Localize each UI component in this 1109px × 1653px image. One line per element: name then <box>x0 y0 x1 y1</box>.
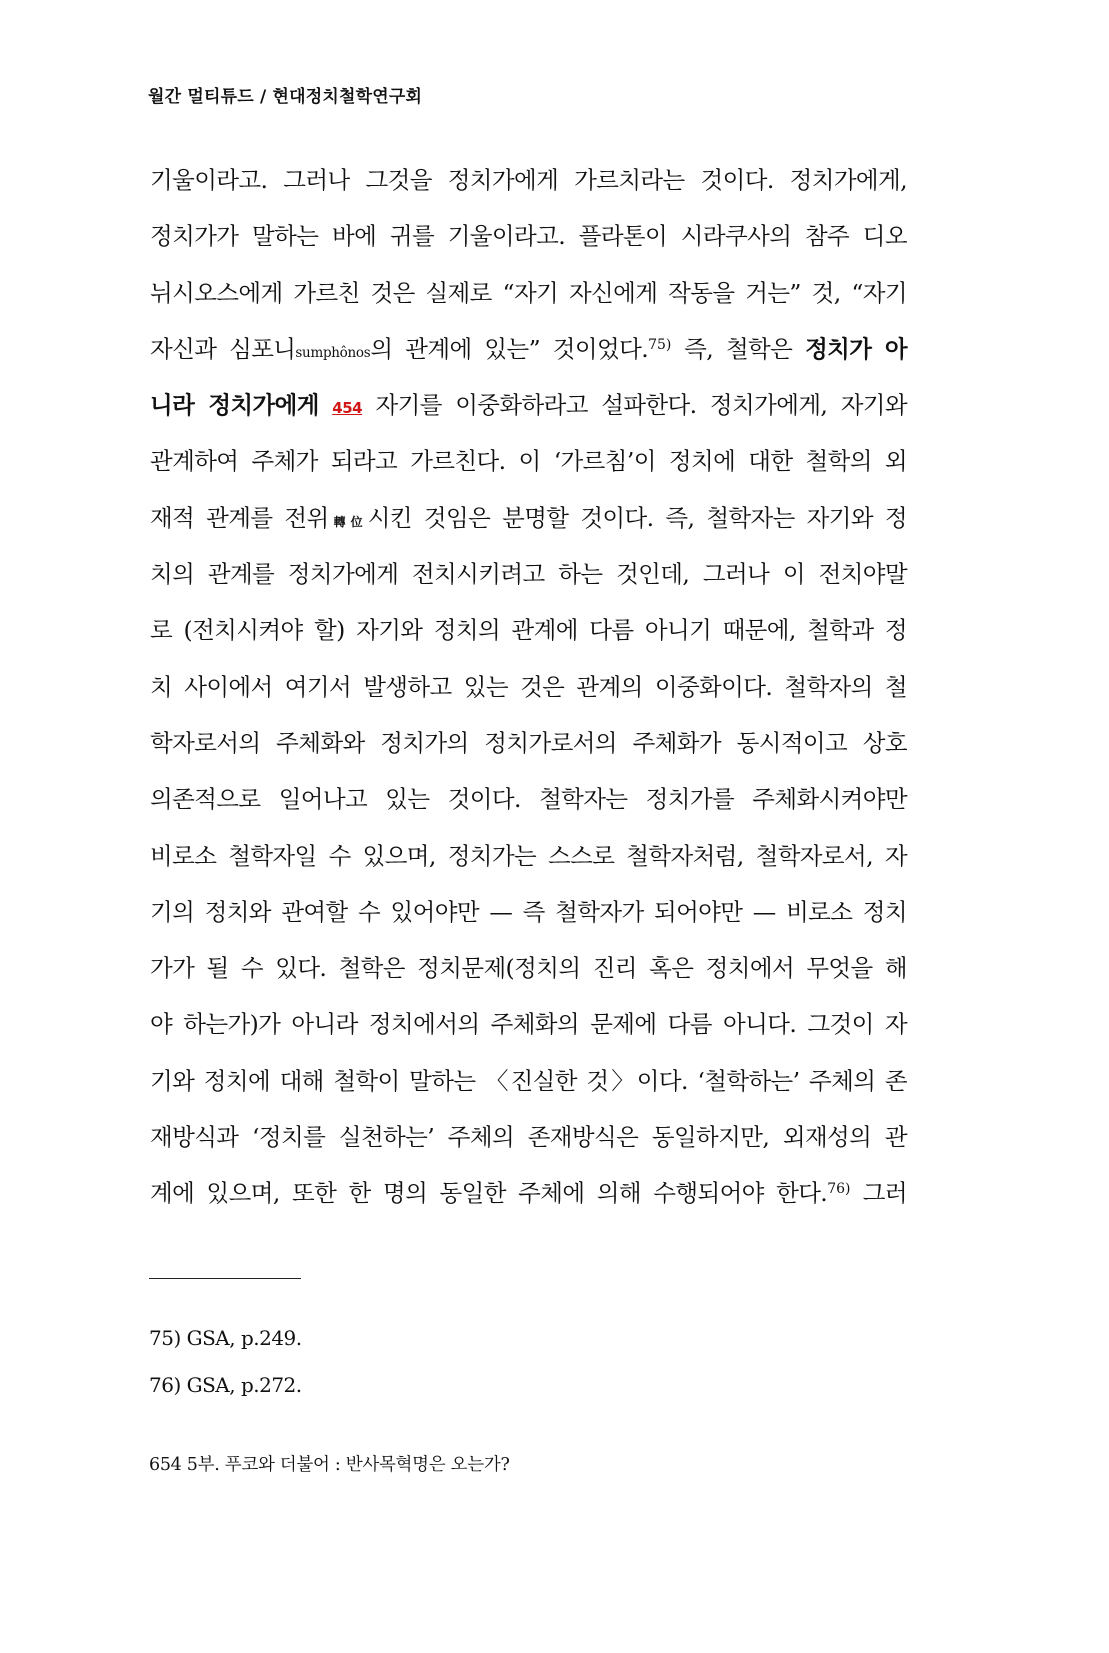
latin-term: sumphônos <box>295 344 371 361</box>
footnote: 76) GSA, p.272. <box>149 1373 302 1397</box>
body-text-segment: 즉, 철학은 <box>671 334 806 363</box>
body-line: 기의 정치와 관여할 수 있어야만 — 즉 철학자가 되어야만 — 비로소 정치 <box>150 897 907 926</box>
body-line: 치의 관계를 정치가에게 전치시키려고 하는 것인데, 그러나 이 전치야말 <box>150 560 907 589</box>
original-page-marker: 454 <box>332 399 363 418</box>
body-text-segment: 자신과 심포니 <box>150 334 296 363</box>
running-header: 월간 멀티튜드 / 현대정치철학연구회 <box>148 87 423 107</box>
body-text-segment: 자기를 이중화하라고 설파한다. 정치가에게, 자기와 <box>362 391 908 420</box>
page-footer: 654 5부. 푸코와 더불어 : 반사목혁명은 오는가? <box>149 1455 510 1475</box>
body-line: 가가 될 수 있다. 철학은 정치문제(정치의 진리 혹은 정치에서 무엇을 해 <box>150 954 907 983</box>
emphasis-text: 정치가 아 <box>805 334 907 363</box>
body-line <box>150 1165 907 1221</box>
emphasis-text: 니라 정치가에게 <box>150 391 319 420</box>
footnote-divider <box>149 1278 301 1279</box>
footnotes <box>149 1315 302 1409</box>
body-line: 로 (전치시켜야 할) 자기와 정치의 관계에 다름 아니기 때문에, 철학과 정 <box>150 616 907 645</box>
body-text-segment: 재적 관계를 전위 <box>150 503 329 532</box>
body-line: 재방식과 ‘정치를 실천하는’ 주체의 존재방식은 동일하지만, 외재성의 관 <box>150 1123 907 1152</box>
body-line: 관계하여 주체가 되라고 가르친다. 이 ‘가르침’이 정치에 대한 철학의 외 <box>150 447 907 476</box>
body-text-segment: 시킨 것임은 분명할 것이다. 즉, 철학자는 자기와 정 <box>367 503 907 532</box>
body-line: 정치가가 말하는 바에 귀를 기울이라고. 플라톤이 시라쿠사의 참주 디오 <box>150 222 907 251</box>
hanja-gloss: 轉位 <box>328 514 368 529</box>
body-line: 기울이라고. 그러나 그것을 정치가에게 가르치라는 것이다. 정치가에게, <box>150 166 907 194</box>
body-line: 학자로서의 주체화와 정치가의 정치가로서의 주체화가 동시적이고 상호 <box>150 728 907 757</box>
body-text-segment: 그러 <box>850 1179 907 1208</box>
body-text-segment: 의 관계에 있는” 것이었다. <box>370 334 649 363</box>
body-text-segment: 계에 있으며, 또한 한 명의 동일한 주체에 의해 수행되어야 한다. <box>150 1179 828 1208</box>
footnote: 75) GSA, p.249. <box>149 1326 302 1350</box>
body-line <box>150 490 907 546</box>
body-line <box>150 377 907 433</box>
body-line: 치 사이에서 여기서 발생하고 있는 것은 관계의 이중화이다. 철학자의 철 <box>150 672 907 701</box>
body-text <box>150 152 907 1222</box>
footnote-ref[interactable]: 75) <box>648 336 672 353</box>
body-line: 의존적으로 일어나고 있는 것이다. 철학자는 정치가를 주체화시켜야만 <box>150 785 907 814</box>
body-line <box>150 321 907 377</box>
body-line: 기와 정치에 대해 철학이 말하는 〈진실한 것〉이다. ‘철학하는’ 주체의 존 <box>150 1066 907 1095</box>
body-line: 뉘시오스에게 가르친 것은 실제로 “자기 자신에게 작동을 거는” 것, “자기 <box>150 278 907 307</box>
footnote-ref[interactable]: 76) <box>827 1181 851 1198</box>
body-line: 비로소 철학자일 수 있으며, 정치가는 스스로 철학자처럼, 철학자로서, 자 <box>150 841 907 870</box>
body-line: 야 하는가)가 아니라 정치에서의 주체화의 문제에 다름 아니다. 그것이 자 <box>150 1010 907 1039</box>
